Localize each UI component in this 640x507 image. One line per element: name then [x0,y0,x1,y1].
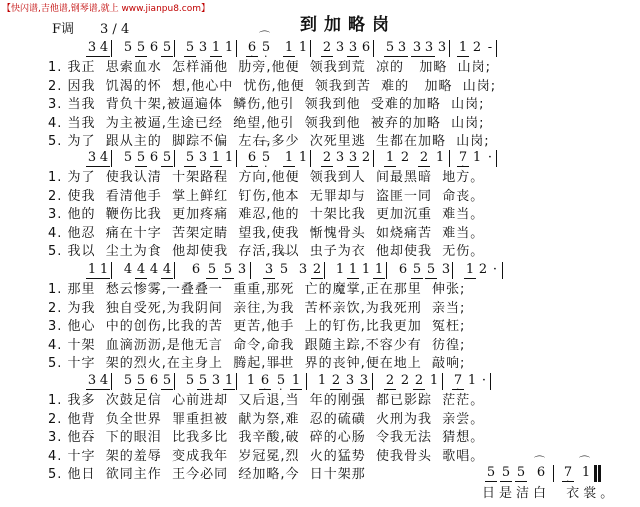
note: 5 [123,373,133,388]
note: 5 [207,262,217,277]
note: 1 [435,150,445,165]
song-title: 到加略岗 [300,15,396,35]
note: 1 [335,262,345,277]
note: 3 [424,40,434,55]
note: ⌒ 1 [580,465,592,481]
note: 7 · [457,150,469,167]
barline [111,373,112,390]
note: 4 [149,262,159,277]
barline [490,373,491,390]
note: 5 [136,150,146,165]
note: 6 [149,150,159,165]
note: 5 [486,465,496,480]
barline [236,150,237,167]
barline [496,40,497,57]
note: 1 [284,150,294,165]
note: 2 [400,150,410,165]
note: 2 [361,150,371,165]
site-banner: 【快闪谱,吉他谱,钢琴谱,就上 www.jianpu8.com】 [2,4,211,14]
note: 3 [437,40,447,55]
notation-line [0,262,640,282]
note: 3 [335,150,345,165]
note: 2 [322,40,332,55]
note: 5 [123,150,133,165]
note: 1 [284,40,294,55]
final-barline [598,465,601,482]
note: 2 [322,150,332,165]
lyric-verse: 1. 我多 次鼓足信 心前进却 又后退,当 年的刚强 都已影踪 茫茫。 [48,393,485,408]
note: 3 [87,150,97,165]
note: 5 [162,373,172,388]
note: 5 [198,373,208,388]
note: 5 [516,465,526,480]
note: 3 [87,373,97,388]
note: 7 · [562,465,574,482]
note: 6 [149,373,159,388]
note: 3 [298,262,308,277]
barline [452,262,453,279]
lyric-verse: 3. 他吞 下的眼泪 比我多比 我辛酸,破 碎的心肠 令我无法 猜想。 [48,430,485,445]
barline [372,373,373,390]
note: 5 [426,262,436,277]
note: 3 [237,262,247,277]
note: 5 [136,373,146,388]
note: 3 [198,150,208,165]
note: 3 [198,40,208,55]
lyric-verse: 2. 他背 负全世界 罪重担被 献为祭,难 忍的硫磺 火刑为我 亲尝。 [48,411,485,427]
note: 4 [99,373,109,388]
note: 1 [246,373,256,388]
barline [496,150,497,167]
barline [236,40,237,57]
note: 2 [472,40,482,55]
barline [236,373,237,390]
barline [324,262,325,279]
note: 5 [123,40,133,55]
note: ⌒ 5 · [260,150,272,166]
note: 6 [398,262,408,277]
barline [502,262,503,279]
note: 4 [99,150,109,165]
note: - [487,40,493,55]
note: 2 [419,150,429,165]
lyric-verse: 3. 当我 背负十架,被逼遍体 鳞伤,他引 领我到他 受难的加略 山岗; [48,97,485,112]
barline [442,373,443,390]
coda-lyric: 日是洁白 衣裳。 [482,485,618,501]
barline [553,465,554,482]
note: 6 [361,40,371,55]
note: 6 · [246,150,258,167]
note: 1 [211,40,221,55]
note: 1 [224,150,234,165]
note: 4 [99,40,109,55]
note: 7 · [452,373,464,390]
time-signature: 3 / 4 [100,22,130,37]
note: ⌒ 5 [278,262,290,278]
note: 4 [123,262,133,277]
note: 1 [99,262,109,277]
note: 6 [149,40,159,55]
note: 1 [317,373,327,388]
note: 1 [385,150,395,165]
note: 1 [298,150,308,165]
key-signature [52,18,155,37]
barline [449,40,450,57]
lyric-verse: 5. 我以 尘土为食 他却使我 存活,我以 虫子为衣 他却使我 无伤。 [48,244,485,259]
note: 3 [348,150,358,165]
note: · [492,262,498,277]
barline [174,40,175,57]
note: 5 [185,150,195,165]
note: 5 [162,150,172,165]
barline [449,150,450,167]
note: 1 [211,150,221,165]
note: 1 [429,373,439,388]
lyric-verse: 1. 我正 思索血水 怎样涌他 肋旁,他便 领我到荒 凉的 加略 山岗; [48,60,492,75]
note: 2 [331,373,341,388]
note: 1 [465,262,475,277]
note: 3 [441,262,451,277]
note: 3 [359,373,369,388]
barline [310,40,311,57]
note: 1 [472,150,482,165]
lyric-verse: 3. 他心 中的创伤,比我的苦 更苦,他手 上的钉伤,比我更加 冤枉; [48,319,466,334]
lyric-verse: 2. 因我 饥渴的怀 想,他心中 忧伤,他便 领我到苦 难的 加略 山岗; [48,78,497,94]
note: 1 [87,262,97,277]
note: 5 [223,262,233,277]
lyric-verse: 5. 他日 欲同主作 王今必同 经加略,今 日十架那 [48,467,366,482]
note: 3 [335,40,345,55]
note: 6 · [259,373,271,390]
note: 3 [345,373,355,388]
lyric-verse: 5. 为了 跟从主的 脚踪不偏 左右,多少 次死里逃 生都在加略 山岗; [48,134,490,149]
note: 5 [185,373,195,388]
note: 3 [87,40,97,55]
barline [174,373,175,390]
note: 5 [185,40,195,55]
lyric-verse: 1. 那里 愁云惨雾,一叠叠一 重重,那死 亡的魔掌,正在那里 伸张; [48,282,466,297]
note: 6 · [246,40,258,57]
note: 1 [361,262,371,277]
note: 2 [478,262,488,277]
note: 1 [467,373,477,388]
note: 6 [191,262,201,277]
lyric-verse: 4. 十字 架的羞辱 变成我年 岁冠冕,烈 火的猛势 使我骨头 歌唱。 [48,448,485,464]
lyric-verse: 1. 为了 使我认清 十架路程 方向,他便 领我到人 间最黑暗 地方。 [48,170,485,185]
note: 2 [400,373,410,388]
note: · [481,373,487,388]
note: 3 [211,373,221,388]
lyric-verse: 4. 他忍 痛在十字 苦架定睛 望我,使我 惭愧骨头 如烧痛苦 难当。 [48,225,485,241]
note: 1 [374,262,384,277]
note: 1 [291,373,301,388]
lyric-verse: 5. 十字 架的烈火,在主身上 腾起,罪世 界的丧钟,便在地上 敲响; [48,356,466,371]
note: 1 [348,262,358,277]
note: 2 [312,262,322,277]
note: 5 [501,465,511,480]
note: 3 [412,40,422,55]
note: 4 [136,262,146,277]
lyric-verse: 4. 当我 为主被逼,生途已经 绝望,他引 领我到他 被弃的加略 山岗; [48,115,485,131]
tonality: F调 [52,22,75,37]
note: · [487,150,493,165]
note: 5 [162,40,172,55]
barline [111,262,112,279]
barline [386,262,387,279]
lyric-verse: 2. 使我 看清他手 掌上鲜红 钉伤,他本 无罪却与 盗匪一同 命丧。 [48,188,485,204]
note: 1 [224,40,234,55]
note: 2 [414,373,424,388]
barline [373,150,374,167]
barline [250,262,251,279]
lyric-verse: 4. 十架 血滴沥沥,是他无言 命令,命我 跟随主踪,不容少有 彷徨; [48,337,466,353]
barline [310,150,311,167]
note: 5 [136,40,146,55]
barline [306,373,307,390]
notation-line [0,150,640,170]
note: 1 [298,40,308,55]
barline [111,150,112,167]
note: 5 [412,262,422,277]
lyric-verse: 3. 他的 鞭伤比我 更加疼痛 难忍,他的 十架比我 更加沉重 难当。 [48,207,485,222]
note: 5 [385,40,395,55]
note: 3 [264,262,274,277]
note: 1 [224,373,234,388]
notation-line [0,373,640,393]
note: 3 [348,40,358,55]
barline [174,262,175,279]
barline [174,150,175,167]
lyric-verse: 2. 为我 独自受死,为我阴间 亲往,为我 苦杯亲饮,为我死刑 亲当; [48,300,466,316]
note: 3 [397,40,407,55]
notation-line [0,40,640,60]
note: 2 [385,373,395,388]
note: ⌒ 5 · [275,373,287,389]
note: 1 [458,40,468,55]
note: ⌒ 6 [535,465,547,481]
barline [111,40,112,57]
barline [373,40,374,57]
note: 4 [162,262,172,277]
note: ⌒ 5 · [260,40,272,56]
